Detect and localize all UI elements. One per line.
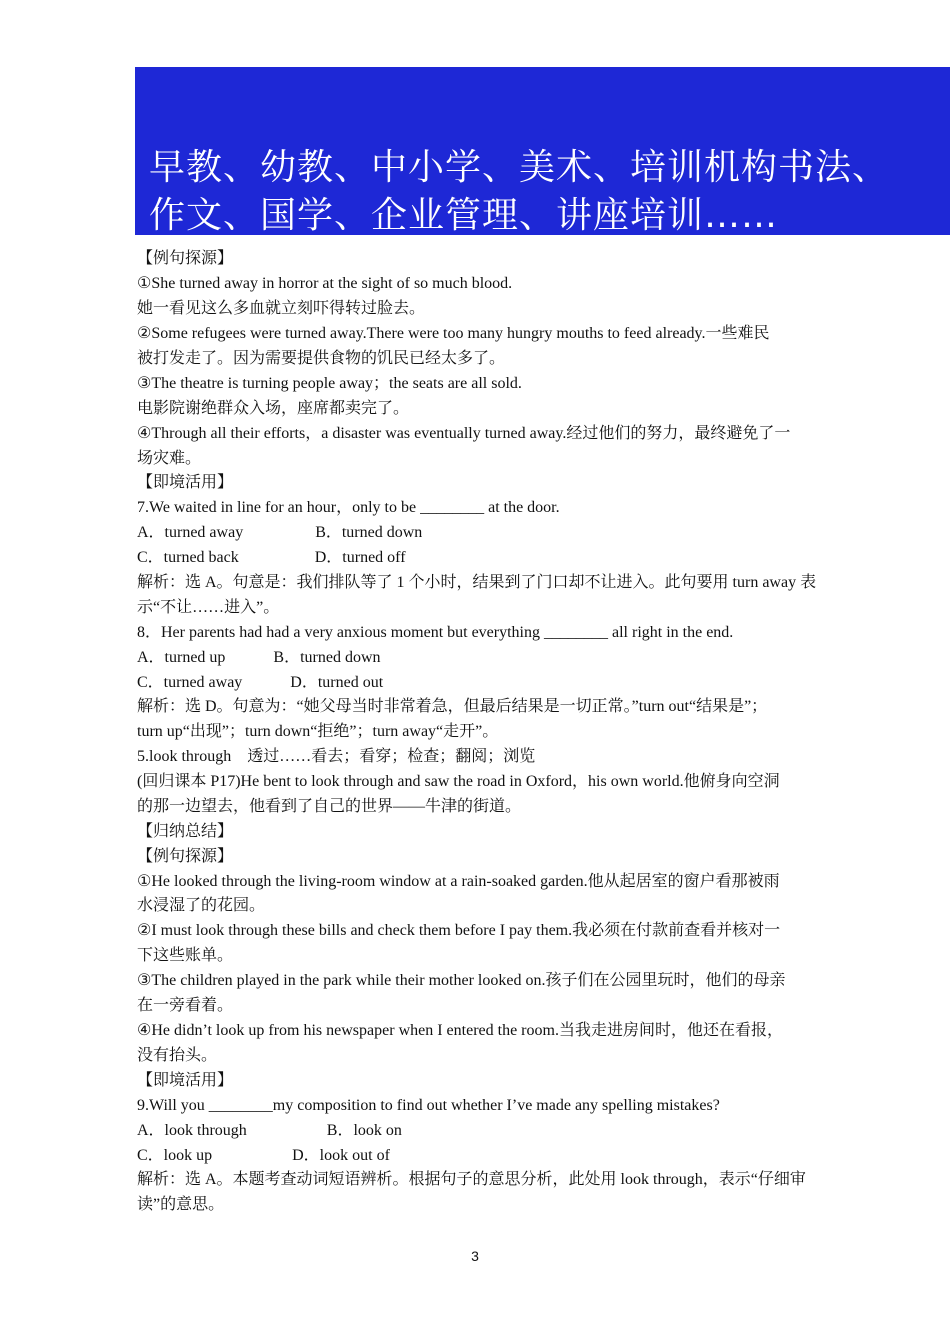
question-stem: 8．Her parents had had a very anxious moment but everything ________ all right in the end. xyxy=(137,624,734,641)
section-heading: 【即境活用】 xyxy=(137,474,234,491)
example-sentence: ②I must look through these bills and check them before I pay them.我必须在付款前查看并核对一 xyxy=(137,922,781,939)
explanation-line: 解析：选 D。句意为：“她父母当时非常着急，但最后结果是一切正常。”turn out“结果是”； xyxy=(137,698,768,715)
phrase-heading: 5.look through 透过……看去；看穿；检查；翻阅；浏览 xyxy=(137,748,536,765)
answer-options: A．turned away B．turned down xyxy=(137,524,423,541)
explanation-line: 解析：选 A。本题考查动词短语辨析。根据句子的意思分析，此处用 look through，表示“仔细审 xyxy=(137,1171,806,1188)
section-heading: 【归纳总结】 xyxy=(137,823,234,840)
explanation-line: turn up“出现”；turn down“拒绝”；turn away“走开”。 xyxy=(137,723,499,740)
translation-line: 场灾难。 xyxy=(137,450,202,467)
section-heading: 【例句探源】 xyxy=(137,250,234,267)
answer-options: C．turned away D．turned out xyxy=(137,674,384,691)
example-sentence: ②Some refugees were turned away.There were too many hungry mouths to feed already.一些难民 xyxy=(137,325,770,342)
example-sentence: ③The children played in the park while their mother looked on.孩子们在公园里玩时，他们的母亲 xyxy=(137,972,786,989)
translation-line: 她一看见这么多血就立刻吓得转过脸去。 xyxy=(137,300,426,317)
answer-options: A．turned up B．turned down xyxy=(137,649,381,666)
section-heading: 【即境活用】 xyxy=(137,1072,234,1089)
example-sentence: ④Through all their efforts，a disaster was eventually turned away.经过他们的努力，最终避免了一 xyxy=(137,425,791,442)
question-stem: 9.Will you ________my composition to find out whether I’ve made any spelling mistakes? xyxy=(137,1097,720,1114)
section-heading: 【例句探源】 xyxy=(137,848,234,865)
answer-options: C．look up D．look out of xyxy=(137,1147,390,1164)
translation-line: 的那一边望去，他看到了自己的世界——牛津的街道。 xyxy=(137,798,522,815)
promo-banner xyxy=(135,67,950,235)
translation-line: 下这些账单。 xyxy=(137,947,234,964)
example-sentence: ①She turned away in horror at the sight of so much blood. xyxy=(137,275,513,292)
page-number: 3 xyxy=(471,1248,479,1264)
explanation-line: 示“不让……进入”。 xyxy=(137,599,280,616)
answer-options: C．turned back D．turned off xyxy=(137,549,406,566)
translation-line: 在一旁看着。 xyxy=(137,997,234,1014)
example-sentence: ③The theatre is turning people away；the seats are all sold. xyxy=(137,375,522,392)
translation-line: 被打发走了。因为需要提供食物的饥民已经太多了。 xyxy=(137,350,506,367)
example-sentence: ④He didn’t look up from his newspaper when I entered the room.当我走进房间时，他还在看报， xyxy=(137,1022,783,1039)
example-sentence: ①He looked through the living-room window at a rain-soaked garden.他从起居室的窗户看那被雨 xyxy=(137,873,780,890)
translation-line: 电影院谢绝群众入场，座席都卖完了。 xyxy=(137,400,410,417)
explanation-line: 解析：选 A。句意是：我们排队等了 1 个小时，结果到了门口却不让进入。此句要用 turn away 表 xyxy=(137,574,817,591)
answer-options: A．look through B．look on xyxy=(137,1122,402,1139)
explanation-line: 读”的意思。 xyxy=(137,1196,225,1213)
textbook-reference: (回归课本 P17)He bent to look through and saw the road in Oxford，his own world.他俯身向空洞 xyxy=(137,773,780,790)
banner-line-2: 作文、国学、企业管理、讲座培训…… xyxy=(149,195,779,235)
translation-line: 水浸湿了的花园。 xyxy=(137,897,266,914)
translation-line: 没有抬头。 xyxy=(137,1047,218,1064)
question-stem: 7.We waited in line for an hour，only to be ________ at the door. xyxy=(137,499,560,516)
banner-line-1: 早教、幼教、中小学、美术、培训机构书法、 xyxy=(149,147,890,188)
